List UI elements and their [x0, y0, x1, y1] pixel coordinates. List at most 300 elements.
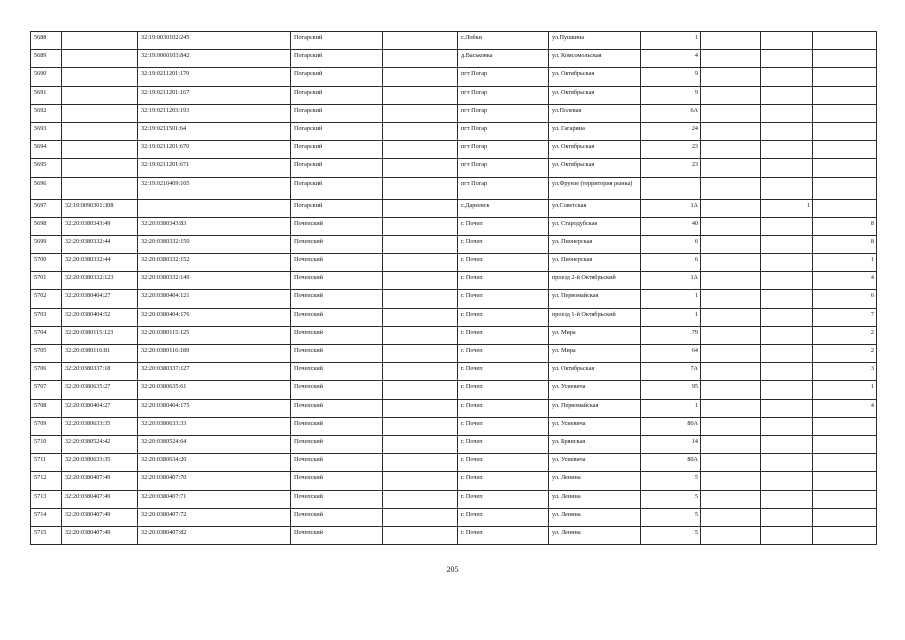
cell-num: 5710: [31, 435, 62, 453]
cell-street: ул. Октябрьская: [549, 86, 641, 104]
cell-c11: [813, 177, 877, 199]
cell-cad1: 32:20:0380332:123: [62, 272, 138, 290]
cell-cad1: 32:20:0380633:35: [62, 454, 138, 472]
cell-street: ул. Пионерская: [549, 254, 641, 272]
cell-cad1: [62, 68, 138, 86]
cell-street: ул. Мира: [549, 345, 641, 363]
cell-cad2: 32:19:0030102:245: [138, 32, 291, 50]
cell-cad1: 32:20:0380332:44: [62, 235, 138, 253]
cell-blank: [383, 86, 458, 104]
cell-c10: [761, 508, 813, 526]
cell-district: Почепский: [291, 308, 383, 326]
cell-c10: [761, 472, 813, 490]
cell-cad2: 32:20:0380404:175: [138, 399, 291, 417]
cell-cad2: 32:20:0380407:70: [138, 472, 291, 490]
cell-cad1: 32:20:0380116:81: [62, 345, 138, 363]
cell-c11: [813, 526, 877, 544]
cell-cad2: 32:20:0380633:33: [138, 417, 291, 435]
cell-house: 23: [641, 141, 701, 159]
cell-cad2: 32:20:0380635:61: [138, 381, 291, 399]
cell-settlement: г. Почеп: [458, 435, 549, 453]
cell-settlement: г. Почеп: [458, 526, 549, 544]
cell-c9: [701, 435, 761, 453]
cell-c10: [761, 122, 813, 140]
cell-num: 5691: [31, 86, 62, 104]
cell-c9: [701, 235, 761, 253]
cell-c9: [701, 326, 761, 344]
cell-house: 95: [641, 381, 701, 399]
cell-c10: [761, 454, 813, 472]
cell-c10: [761, 326, 813, 344]
cell-c11: [813, 417, 877, 435]
cell-blank: [383, 345, 458, 363]
cell-settlement: пгт Погар: [458, 68, 549, 86]
cell-cad1: [62, 104, 138, 122]
cell-num: 5715: [31, 526, 62, 544]
cell-cad2: 32:20:0380407:82: [138, 526, 291, 544]
cell-blank: [383, 526, 458, 544]
cell-cad1: [62, 86, 138, 104]
cell-cad1: 32:20:0380407:49: [62, 472, 138, 490]
table-row: [31, 235, 877, 253]
cell-c10: [761, 526, 813, 544]
cell-street: ул. Октябрьская: [549, 141, 641, 159]
cell-c11: [813, 472, 877, 490]
cell-c10: [761, 86, 813, 104]
cell-c10: [761, 68, 813, 86]
cell-cad2: 32:20:0380332:150: [138, 235, 291, 253]
cell-district: Почепский: [291, 254, 383, 272]
cell-cad1: [62, 50, 138, 68]
cell-blank: [383, 272, 458, 290]
cell-c9: [701, 32, 761, 50]
cell-street: ул. Стародубская: [549, 217, 641, 235]
cell-cad1: [62, 159, 138, 177]
cell-c11: 8: [813, 217, 877, 235]
cell-blank: [383, 435, 458, 453]
cell-street: ул. Мира: [549, 326, 641, 344]
cell-street: проезд 2-й Октябрьский: [549, 272, 641, 290]
cell-c10: [761, 141, 813, 159]
cell-cad2: [138, 199, 291, 217]
cell-street: ул. Усиевича: [549, 381, 641, 399]
cell-street: ул.Фрунзе (территория рынка): [549, 177, 641, 199]
cell-c9: [701, 104, 761, 122]
table-row: [31, 345, 877, 363]
cell-num: 5701: [31, 272, 62, 290]
cell-c11: [813, 86, 877, 104]
cell-cad1: [62, 32, 138, 50]
table-row: [31, 272, 877, 290]
cell-c9: [701, 490, 761, 508]
cell-settlement: пгт Погар: [458, 159, 549, 177]
cell-num: 5700: [31, 254, 62, 272]
cell-district: Почепский: [291, 435, 383, 453]
cell-c11: [813, 68, 877, 86]
cell-c9: [701, 159, 761, 177]
cell-district: Почепский: [291, 454, 383, 472]
cell-street: ул. Ленина: [549, 472, 641, 490]
cell-cad2: 32:20:0380343:83: [138, 217, 291, 235]
cell-district: Почепский: [291, 272, 383, 290]
cell-district: Почепский: [291, 235, 383, 253]
cell-c10: [761, 435, 813, 453]
cell-house: 5: [641, 508, 701, 526]
cell-district: Погарский: [291, 32, 383, 50]
cell-settlement: г. Почеп: [458, 345, 549, 363]
cell-house: 1: [641, 308, 701, 326]
cell-cad1: 32:20:0380332:44: [62, 254, 138, 272]
cell-street: ул. Усиевича: [549, 454, 641, 472]
cell-cad2: 32:19:0060103:842: [138, 50, 291, 68]
cell-c9: [701, 199, 761, 217]
cell-c10: [761, 345, 813, 363]
cell-num: 5698: [31, 217, 62, 235]
cell-c11: [813, 508, 877, 526]
cell-district: Почепский: [291, 508, 383, 526]
cell-street: ул. Ленина: [549, 526, 641, 544]
cell-num: 5699: [31, 235, 62, 253]
cell-house: 1А: [641, 272, 701, 290]
cell-c9: [701, 86, 761, 104]
cell-settlement: г. Почеп: [458, 454, 549, 472]
cell-cad2: 32:20:0380337:127: [138, 363, 291, 381]
cell-blank: [383, 199, 458, 217]
cell-c11: [813, 490, 877, 508]
cell-num: 5690: [31, 68, 62, 86]
cell-district: Погарский: [291, 86, 383, 104]
cell-cad1: 32:20:0380343:49: [62, 217, 138, 235]
cell-c11: 1: [813, 254, 877, 272]
cell-house: 23: [641, 159, 701, 177]
cell-cad2: 32:19:0211201:170: [138, 68, 291, 86]
table-row: [31, 122, 877, 140]
cell-c10: [761, 32, 813, 50]
cell-district: Почепский: [291, 363, 383, 381]
cell-c10: [761, 272, 813, 290]
cell-settlement: г. Почеп: [458, 272, 549, 290]
cell-num: 5712: [31, 472, 62, 490]
cell-blank: [383, 177, 458, 199]
cell-num: 5702: [31, 290, 62, 308]
cell-street: ул. Октябрьская: [549, 363, 641, 381]
cell-num: 5689: [31, 50, 62, 68]
cell-c11: [813, 32, 877, 50]
cell-cad2: 32:20:0380404:176: [138, 308, 291, 326]
cell-blank: [383, 122, 458, 140]
cell-house: 1: [641, 399, 701, 417]
table-body: [31, 32, 877, 545]
cell-street: ул. Октябрьская: [549, 68, 641, 86]
table-row: [31, 399, 877, 417]
cell-c11: 2: [813, 345, 877, 363]
cell-settlement: пгт Погар: [458, 177, 549, 199]
cell-street: ул. Гагарина: [549, 122, 641, 140]
cell-cad1: 32:20:0380633:35: [62, 417, 138, 435]
cell-blank: [383, 254, 458, 272]
cell-num: 5704: [31, 326, 62, 344]
cell-c10: [761, 217, 813, 235]
table-row: [31, 326, 877, 344]
cell-cad2: 32:19:0211201:167: [138, 86, 291, 104]
table-row: [31, 32, 877, 50]
cell-c9: [701, 526, 761, 544]
cell-num: 5709: [31, 417, 62, 435]
cell-house: 80А: [641, 454, 701, 472]
cell-district: Почепский: [291, 417, 383, 435]
cell-district: Погарский: [291, 122, 383, 140]
cell-house: 79: [641, 326, 701, 344]
cell-num: 5713: [31, 490, 62, 508]
cell-house: 1: [641, 32, 701, 50]
cell-street: проезд 1-й Октябрьский: [549, 308, 641, 326]
cell-settlement: пгт Погар: [458, 141, 549, 159]
cell-c9: [701, 141, 761, 159]
cell-c9: [701, 454, 761, 472]
cell-house: 4: [641, 50, 701, 68]
cell-num: 5693: [31, 122, 62, 140]
cell-settlement: г. Почеп: [458, 290, 549, 308]
table-row: [31, 86, 877, 104]
cell-c11: 1: [813, 381, 877, 399]
table-row: [31, 472, 877, 490]
cell-settlement: с.Лобки: [458, 32, 549, 50]
cell-blank: [383, 490, 458, 508]
cell-house: 9: [641, 86, 701, 104]
cell-cad2: 32:20:0380407:71: [138, 490, 291, 508]
cell-house: 5: [641, 490, 701, 508]
cell-c9: [701, 308, 761, 326]
cell-district: Почепский: [291, 326, 383, 344]
cell-settlement: г. Почеп: [458, 308, 549, 326]
table-row: [31, 50, 877, 68]
cell-cad1: [62, 141, 138, 159]
cell-settlement: г. Почеп: [458, 417, 549, 435]
cell-district: Погарский: [291, 159, 383, 177]
cell-c11: [813, 435, 877, 453]
cell-cad1: [62, 177, 138, 199]
cell-c9: [701, 272, 761, 290]
cell-house: 5: [641, 472, 701, 490]
cell-street: ул. Октябрьская: [549, 159, 641, 177]
cell-c9: [701, 472, 761, 490]
cell-house: 14: [641, 435, 701, 453]
cell-street: ул. Первомайская: [549, 399, 641, 417]
cell-street: ул. Пионерская: [549, 235, 641, 253]
cell-c10: [761, 490, 813, 508]
cell-cad2: 32:19:0211201:671: [138, 159, 291, 177]
table-row: [31, 217, 877, 235]
cell-num: 5694: [31, 141, 62, 159]
cell-house: 40: [641, 217, 701, 235]
cell-num: 5692: [31, 104, 62, 122]
cell-c9: [701, 177, 761, 199]
cell-street: ул.Советская: [549, 199, 641, 217]
cell-blank: [383, 290, 458, 308]
cell-house: 5: [641, 526, 701, 544]
cell-num: 5695: [31, 159, 62, 177]
cell-num: 5708: [31, 399, 62, 417]
cell-c9: [701, 363, 761, 381]
cell-street: ул. Ленина: [549, 508, 641, 526]
cell-blank: [383, 235, 458, 253]
cell-c10: [761, 235, 813, 253]
cell-num: 5714: [31, 508, 62, 526]
cell-street: ул. Комсомольская: [549, 50, 641, 68]
cell-c10: [761, 159, 813, 177]
cell-street: ул. Брянская: [549, 435, 641, 453]
cell-c9: [701, 50, 761, 68]
cell-c9: [701, 68, 761, 86]
table-row: [31, 159, 877, 177]
cell-house: 6А: [641, 104, 701, 122]
table-row: [31, 68, 877, 86]
cell-settlement: г. Почеп: [458, 254, 549, 272]
cell-c9: [701, 508, 761, 526]
cell-c11: 8: [813, 235, 877, 253]
cell-district: Почепский: [291, 526, 383, 544]
cell-c11: [813, 104, 877, 122]
cell-settlement: г. Почеп: [458, 508, 549, 526]
cell-c9: [701, 254, 761, 272]
document-page: [30, 31, 876, 545]
cell-cad1: 32:20:0380407:49: [62, 526, 138, 544]
table-row: [31, 381, 877, 399]
cell-c11: 4: [813, 272, 877, 290]
cell-settlement: пгт Погар: [458, 122, 549, 140]
cell-blank: [383, 104, 458, 122]
cell-num: 5697: [31, 199, 62, 217]
cell-settlement: д.Васьковка: [458, 50, 549, 68]
cell-house: 1А: [641, 199, 701, 217]
cell-blank: [383, 399, 458, 417]
cell-cad2: 32:20:0380524:64: [138, 435, 291, 453]
cell-blank: [383, 217, 458, 235]
cell-cad1: 32:20:0380407:49: [62, 508, 138, 526]
cell-blank: [383, 68, 458, 86]
cell-cad2: 32:20:0380634:20: [138, 454, 291, 472]
page-number: 205: [446, 565, 459, 574]
cell-settlement: г. Почеп: [458, 235, 549, 253]
cell-cad2: 32:20:0380407:72: [138, 508, 291, 526]
cell-blank: [383, 326, 458, 344]
table-row: [31, 290, 877, 308]
cell-c11: 7: [813, 308, 877, 326]
cell-house: 7А: [641, 363, 701, 381]
cell-c10: 1: [761, 199, 813, 217]
cell-cad2: 32:20:0380332:152: [138, 254, 291, 272]
cell-house: 9: [641, 68, 701, 86]
cell-c10: [761, 177, 813, 199]
cell-c10: [761, 399, 813, 417]
cell-cad1: 32:20:0380337:18: [62, 363, 138, 381]
cell-c11: [813, 159, 877, 177]
cell-blank: [383, 381, 458, 399]
cell-c11: 4: [813, 399, 877, 417]
table-row: [31, 177, 877, 199]
cell-district: Почепский: [291, 345, 383, 363]
cell-settlement: г. Почеп: [458, 326, 549, 344]
cell-c9: [701, 345, 761, 363]
cell-cad1: 32:19:0090301:308: [62, 199, 138, 217]
cell-blank: [383, 472, 458, 490]
cell-house: 24: [641, 122, 701, 140]
cell-c10: [761, 417, 813, 435]
table-row: [31, 199, 877, 217]
cell-cad2: 32:20:0380332:149: [138, 272, 291, 290]
cell-c10: [761, 104, 813, 122]
cell-settlement: г. Почеп: [458, 381, 549, 399]
cell-c10: [761, 363, 813, 381]
cell-c11: 6: [813, 290, 877, 308]
cell-c11: [813, 199, 877, 217]
cell-blank: [383, 141, 458, 159]
cell-street: ул. Ленина: [549, 490, 641, 508]
cell-district: Погарский: [291, 199, 383, 217]
table-row: [31, 254, 877, 272]
cell-district: Почепский: [291, 381, 383, 399]
cell-num: 5707: [31, 381, 62, 399]
cell-settlement: г. Почеп: [458, 363, 549, 381]
cell-blank: [383, 308, 458, 326]
cell-num: 5703: [31, 308, 62, 326]
cell-settlement: пгт Погар: [458, 104, 549, 122]
cell-district: Почепский: [291, 290, 383, 308]
table-row: [31, 417, 877, 435]
cell-settlement: г. Почеп: [458, 399, 549, 417]
cell-settlement: г. Почеп: [458, 217, 549, 235]
cell-district: Погарский: [291, 68, 383, 86]
cell-blank: [383, 363, 458, 381]
cell-num: 5705: [31, 345, 62, 363]
cell-house: 1: [641, 290, 701, 308]
cell-blank: [383, 50, 458, 68]
cell-blank: [383, 454, 458, 472]
cell-district: Погарский: [291, 50, 383, 68]
cell-district: Погарский: [291, 104, 383, 122]
cell-cad2: 32:20:0380116:189: [138, 345, 291, 363]
cell-district: Почепский: [291, 217, 383, 235]
table-row: [31, 526, 877, 544]
cell-district: Почепский: [291, 472, 383, 490]
cell-c11: [813, 141, 877, 159]
cell-cad1: 32:20:0380404:27: [62, 290, 138, 308]
cell-cad2: 32:19:0211201:670: [138, 141, 291, 159]
cell-cad2: 32:20:0380404:121: [138, 290, 291, 308]
table-row: [31, 141, 877, 159]
table-row: [31, 508, 877, 526]
registry-table: [30, 31, 877, 545]
cell-c10: [761, 308, 813, 326]
cell-cad2: 32:19:0211501:64: [138, 122, 291, 140]
cell-num: 5706: [31, 363, 62, 381]
cell-c10: [761, 50, 813, 68]
cell-c11: [813, 122, 877, 140]
cell-cad2: 32:19:0211203:193: [138, 104, 291, 122]
cell-c9: [701, 399, 761, 417]
cell-street: ул.Пушкина: [549, 32, 641, 50]
cell-c11: 3: [813, 363, 877, 381]
cell-house: 80А: [641, 417, 701, 435]
cell-blank: [383, 32, 458, 50]
table-row: [31, 308, 877, 326]
cell-street: ул. Первомайская: [549, 290, 641, 308]
cell-cad1: 32:20:0380115:123: [62, 326, 138, 344]
cell-settlement: с.Дареевск: [458, 199, 549, 217]
table-row: [31, 454, 877, 472]
table-row: [31, 104, 877, 122]
cell-c10: [761, 254, 813, 272]
